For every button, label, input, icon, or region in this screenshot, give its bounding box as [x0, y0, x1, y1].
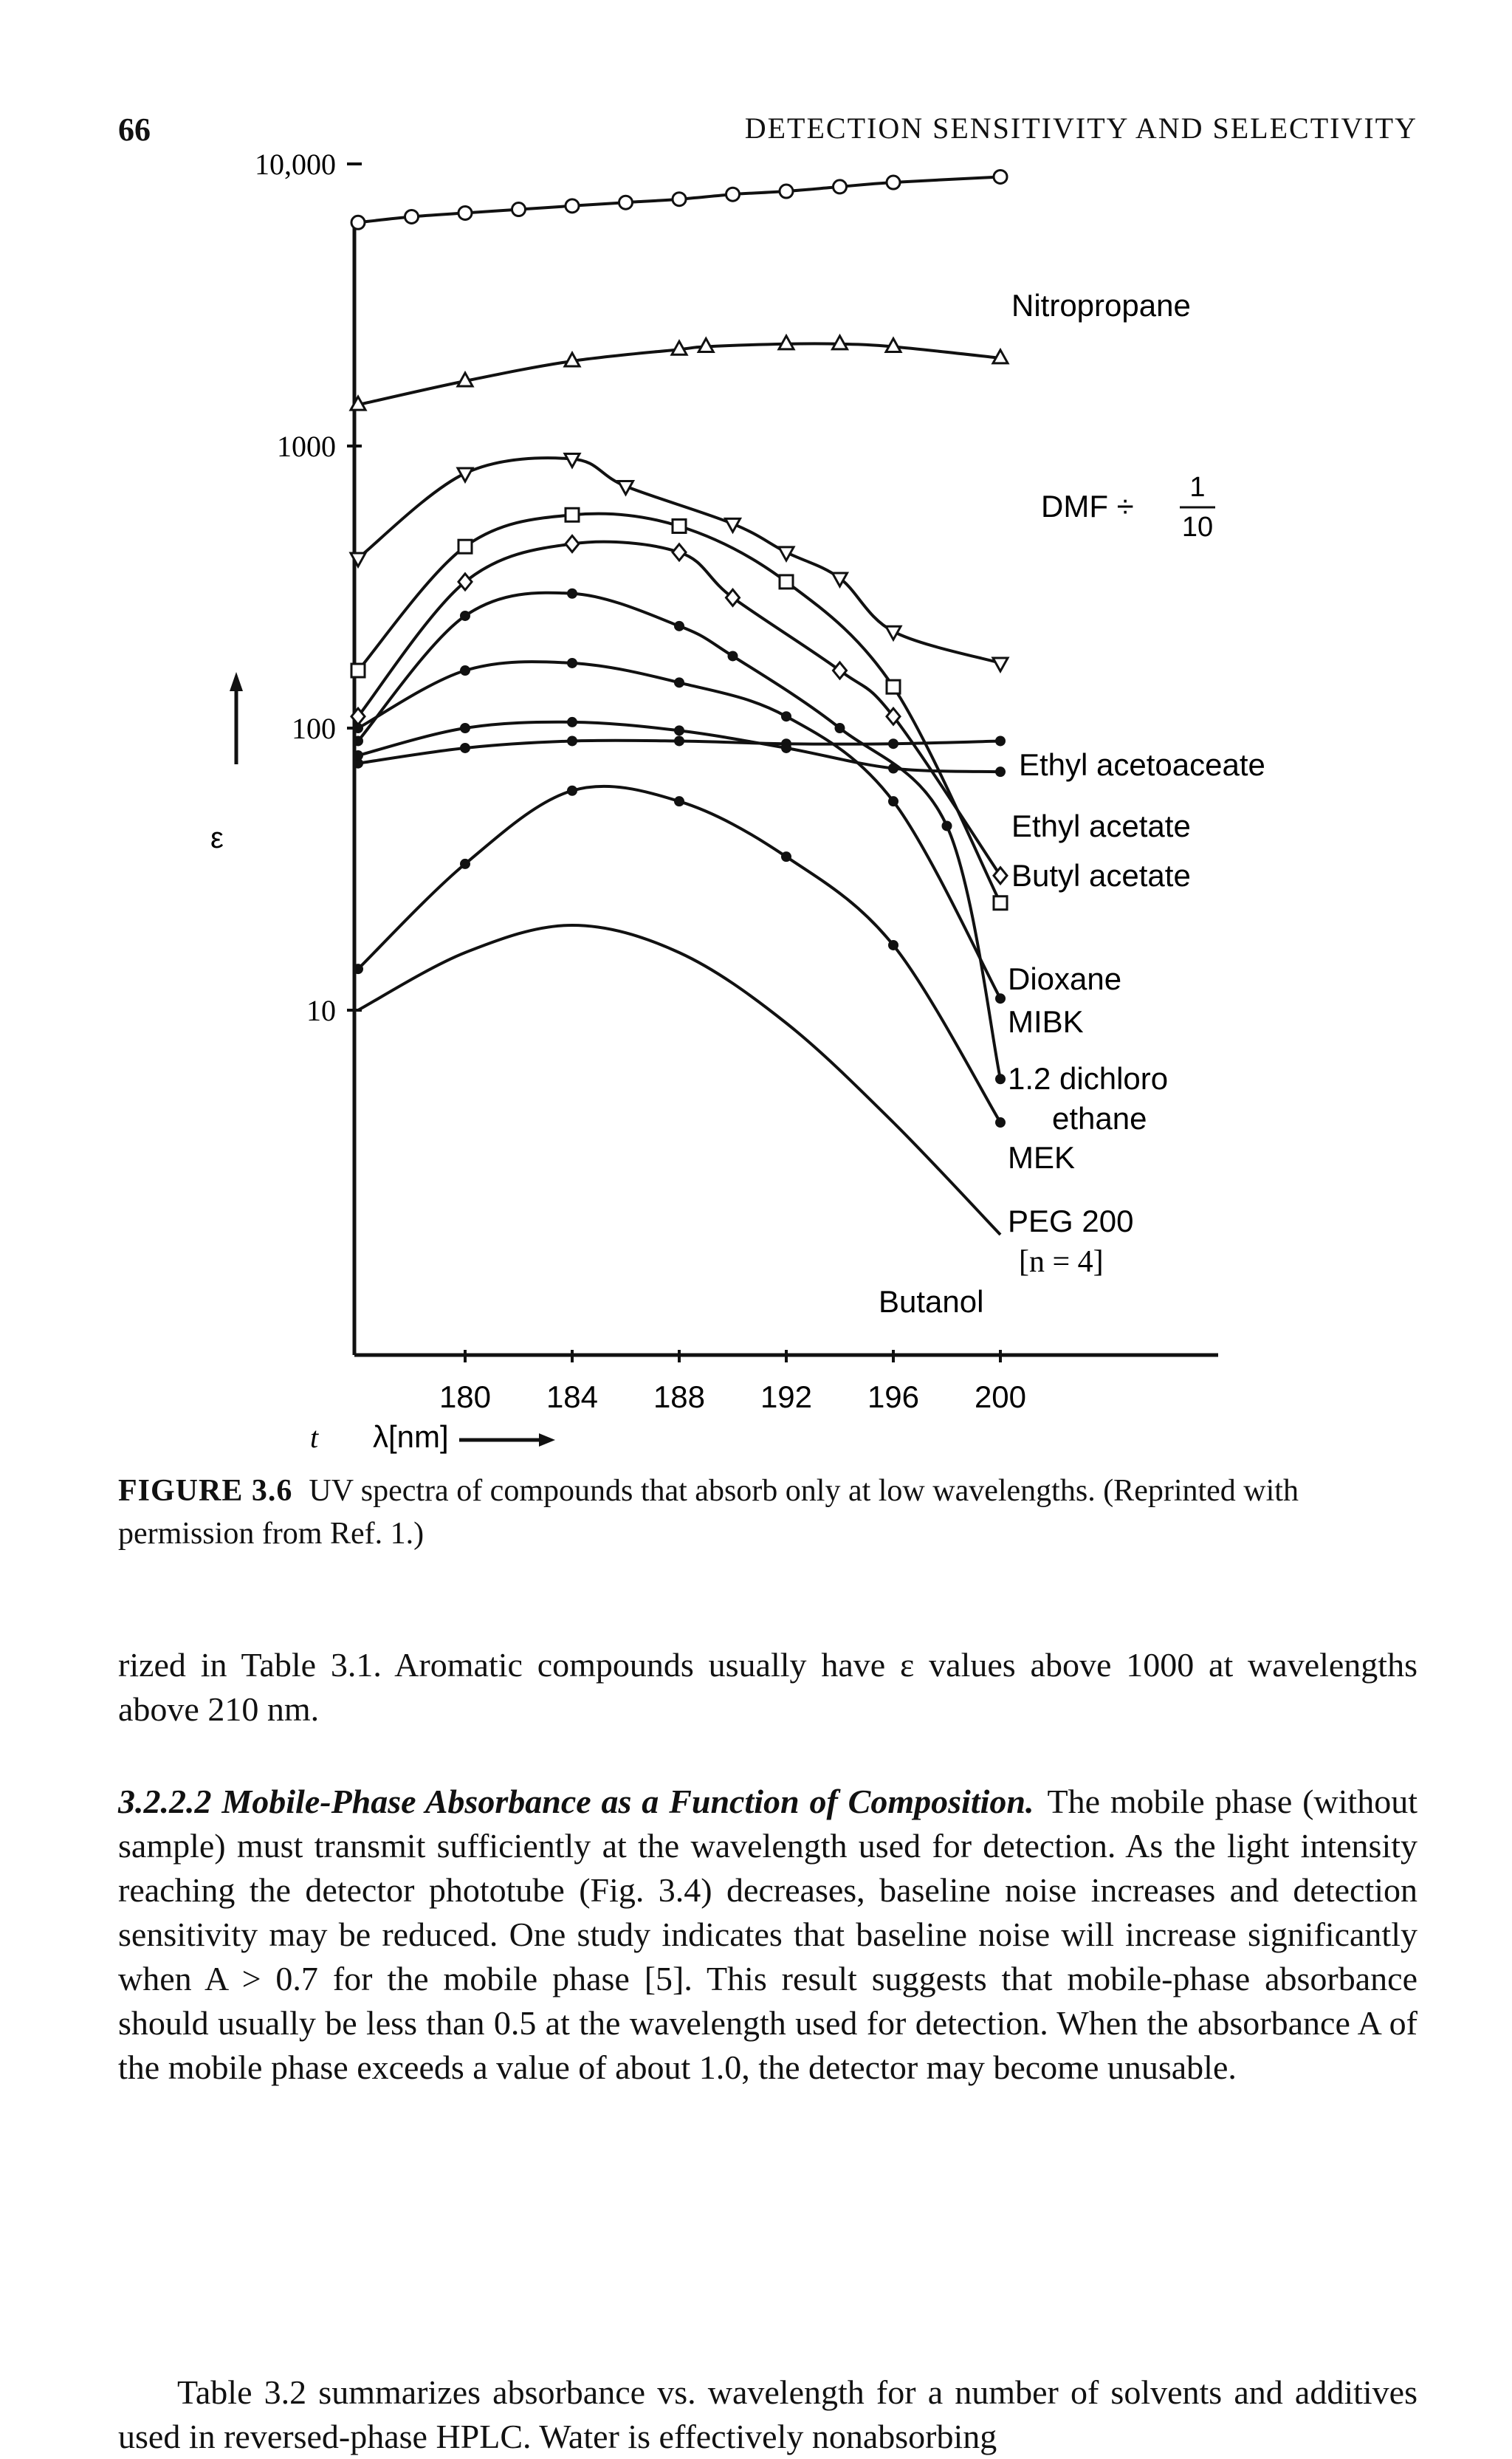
series-label-butanol: Butanol	[879, 1284, 984, 1319]
series-line	[358, 593, 1000, 1080]
y-ticks	[255, 148, 362, 1027]
data-point	[726, 589, 740, 606]
section-title: DETECTION SENSITIVITY AND SELECTIVITY	[744, 112, 1418, 145]
data-point	[351, 664, 365, 677]
series-label-ethyl-acetate: Ethyl acetate	[1011, 809, 1191, 843]
x-tick-label: 192	[760, 1379, 813, 1414]
data-point	[353, 964, 363, 974]
x-tick-label: 188	[653, 1379, 706, 1414]
data-point	[834, 662, 847, 679]
series-mibk	[351, 508, 1007, 910]
data-point	[351, 216, 365, 229]
data-point	[353, 735, 363, 746]
series-line	[358, 662, 1000, 998]
fraction-numerator: 1	[1189, 472, 1206, 503]
series-label-peg-200-n-4: PEG 200 [n = 4]	[1008, 1204, 1134, 1279]
series-ethyl-acetate	[353, 735, 1006, 768]
data-point	[458, 540, 472, 553]
x-tick-label: 180	[439, 1379, 492, 1414]
series-label-text: DMF ÷	[1041, 489, 1134, 524]
data-point	[994, 170, 1007, 183]
data-point	[673, 519, 686, 532]
data-point	[888, 738, 898, 749]
data-point	[460, 723, 470, 733]
series-mek	[353, 589, 1006, 1085]
data-point	[567, 786, 577, 796]
paragraph-2	[118, 1780, 1418, 2090]
figure-caption	[118, 1469, 1418, 1555]
y-tick-label: 10,000	[255, 148, 336, 181]
x-axis-arrow-icon	[459, 1433, 555, 1447]
series-line	[358, 542, 1000, 876]
data-point	[994, 896, 1007, 910]
series-nitropropane	[351, 170, 1007, 229]
page-number: 66	[118, 112, 151, 148]
series-butyl-acetate	[353, 717, 1006, 777]
series-ethyl-acetoaceate	[351, 453, 1008, 671]
data-point	[726, 188, 740, 201]
data-point	[674, 621, 684, 631]
up-arrow-icon	[230, 672, 243, 764]
data-point	[673, 193, 686, 206]
figure-3-6	[0, 148, 1512, 1477]
data-point	[781, 743, 791, 753]
data-point	[566, 508, 579, 521]
data-point	[995, 993, 1006, 1004]
data-point	[567, 589, 577, 599]
data-point	[995, 766, 1006, 777]
series-layer	[351, 170, 1008, 1235]
section-heading: 3.2.2.2 Mobile-Phase Absorbance as a Function of Composition.	[118, 1783, 1034, 1820]
data-point	[780, 185, 793, 198]
x-tick-label: 200	[974, 1379, 1027, 1414]
data-point	[834, 180, 847, 193]
x-unit-prefix: t	[310, 1421, 319, 1454]
data-point	[887, 680, 900, 693]
data-point	[674, 796, 684, 806]
series-label-mibk: MIBK	[1008, 1004, 1084, 1039]
data-point	[460, 859, 470, 869]
data-point	[673, 544, 686, 560]
series-line	[358, 514, 1000, 903]
y-tick-label: 100	[292, 712, 336, 745]
y-tick-label: 1000	[277, 430, 336, 463]
data-point	[781, 851, 791, 862]
data-point	[888, 796, 898, 806]
fraction-denominator: 10	[1181, 512, 1214, 543]
data-point	[567, 658, 577, 668]
paragraph-3: Table 3.2 summarizes absorbance vs. wavelength for a number of solvents and additives used in reversed-phase HPLC. Water is effectively nonabsorbing	[118, 2373, 1418, 2455]
series-butanol	[358, 925, 1000, 1235]
data-point	[460, 665, 470, 676]
data-point	[353, 723, 363, 733]
x-tick-label: 196	[867, 1379, 920, 1414]
series-peg-200-n-4	[353, 786, 1006, 1128]
x-tick-label: 184	[546, 1379, 599, 1414]
series-label-dmf-1-10	[1041, 472, 1215, 543]
x-axis-label: λ[nm]	[373, 1419, 449, 1454]
paragraph-2-text: The mobile phase (without sample) must transmit sufficiently at the wavelength used for detection. As the light intensity reaching the detector phototube (Fig. 3.4) decreases, baseline noise increases and detection sensitivity may be reduced. One study indicates that baseline noise will increase significantly when A > 0.7 for the mobile phase [5]. This result suggests that mobile-phase absorbance should usually be less than 0.5 at the wavelength used for detection. When the absorbance A of the mobile phase exceeds a value of about 1.0, the detector may become unusable.	[118, 1783, 1418, 2086]
data-point	[781, 711, 791, 721]
data-point	[942, 820, 952, 831]
data-point	[674, 677, 684, 687]
series-line	[358, 786, 1000, 1122]
series-label-ethyl-acetoaceate: Ethyl acetoaceate	[1019, 747, 1265, 782]
data-point	[728, 651, 738, 661]
data-point	[674, 725, 684, 735]
data-point	[405, 210, 419, 223]
series-label-mek: MEK	[1008, 1140, 1076, 1175]
data-point	[995, 1117, 1006, 1128]
series-labels	[879, 288, 1265, 1319]
data-point	[512, 203, 526, 216]
caption-text: UV spectra of compounds that absorb only at low wavelengths. (Reprinted with permission from Ref. 1.)	[118, 1474, 1299, 1551]
data-point	[995, 735, 1006, 746]
paragraph-1: rized in Table 3.1. Aromatic compounds usually have ε values above 1000 at wavelengths above 210 nm.	[118, 1646, 1418, 1728]
series-label-1-2-dichloro-ethane: 1.2 dichloro ethane	[1008, 1061, 1169, 1136]
data-point	[674, 735, 684, 746]
series-label-dioxane: Dioxane	[1008, 961, 1122, 996]
data-point	[995, 1074, 1006, 1084]
data-point	[835, 723, 845, 733]
data-point	[888, 940, 898, 950]
caption-label: FIGURE 3.6	[118, 1474, 293, 1508]
data-point	[993, 658, 1008, 671]
data-point	[460, 743, 470, 753]
series-dmf-1-10	[351, 336, 1008, 410]
data-point	[619, 196, 633, 209]
uv-spectra-chart	[0, 148, 1512, 1477]
data-point	[566, 535, 579, 552]
data-point	[887, 176, 900, 189]
x-ticks	[439, 1350, 1026, 1414]
series-line	[358, 925, 1000, 1235]
data-point	[566, 199, 579, 213]
data-point	[460, 611, 470, 621]
data-point	[458, 206, 472, 219]
data-point	[567, 735, 577, 746]
data-point	[353, 750, 363, 761]
data-point	[780, 575, 793, 589]
data-point	[567, 717, 577, 727]
series-label-butyl-acetate: Butyl acetate	[1011, 858, 1191, 893]
y-axis-symbol: ε	[210, 822, 224, 854]
y-tick-label: 10	[306, 994, 336, 1027]
series-label-nitropropane: Nitropropane	[1011, 288, 1191, 323]
